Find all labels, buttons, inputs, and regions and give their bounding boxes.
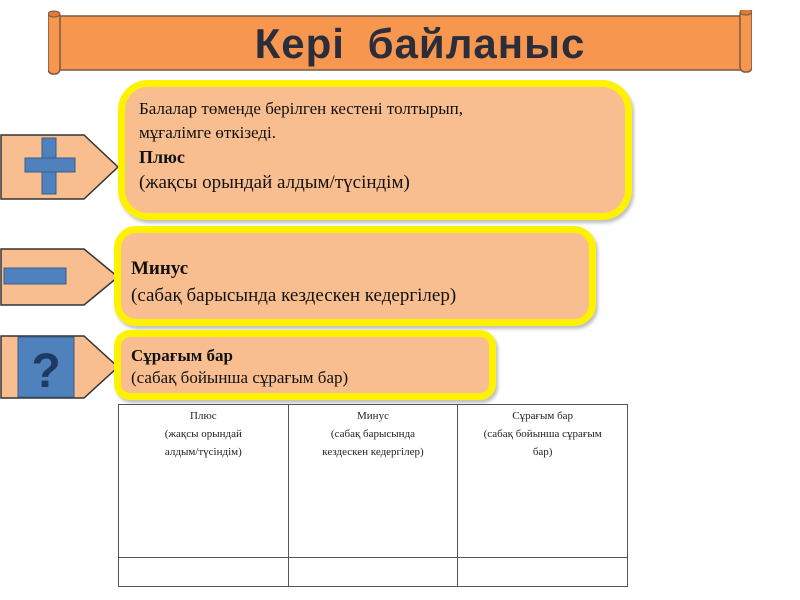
question-description: (сабақ бойынша сұрағым бар) — [131, 368, 349, 387]
instruction-line-1: Балалар төменде берілген кестені толтырып, — [139, 99, 463, 118]
plus-panel — [118, 80, 632, 220]
minus-description: (сабақ барысында кездескен кедергілер) — [131, 285, 457, 306]
table-cell-question[interactable]: Сұрағым бар (сабақ бойынша сұрағым бар) — [458, 405, 628, 558]
title-banner — [48, 10, 752, 78]
minus-marker — [0, 248, 120, 306]
minus-panel — [114, 226, 596, 326]
instruction-line-2: мұғалімге өткізеді. — [139, 123, 277, 142]
page-title: Кері байланыс — [254, 20, 586, 67]
svg-text:?: ? — [31, 345, 61, 398]
feedback-table — [118, 404, 628, 587]
plus-heading: Плюс — [139, 147, 185, 167]
minus-heading: Минус — [131, 258, 189, 279]
plus-description: (жақсы орындай алдым/түсіндім) — [139, 172, 410, 193]
table-cell-minus[interactable]: Минус (сабақ барысында кездескен кедергілер) — [288, 405, 458, 558]
question-marker — [0, 335, 120, 399]
question-icon — [18, 337, 74, 398]
table-row — [119, 405, 628, 558]
table-cell-plus[interactable]: Плюс (жақсы орындай алдым/түсіндім) — [119, 405, 289, 558]
table-row — [119, 558, 628, 587]
table-cell-empty[interactable] — [119, 558, 289, 587]
table-cell-empty[interactable] — [458, 558, 628, 587]
table-cell-empty[interactable] — [288, 558, 458, 587]
minus-icon — [4, 268, 66, 284]
question-heading: Сұрағым бар — [131, 346, 234, 365]
plus-marker — [0, 134, 120, 200]
question-panel — [114, 330, 496, 400]
